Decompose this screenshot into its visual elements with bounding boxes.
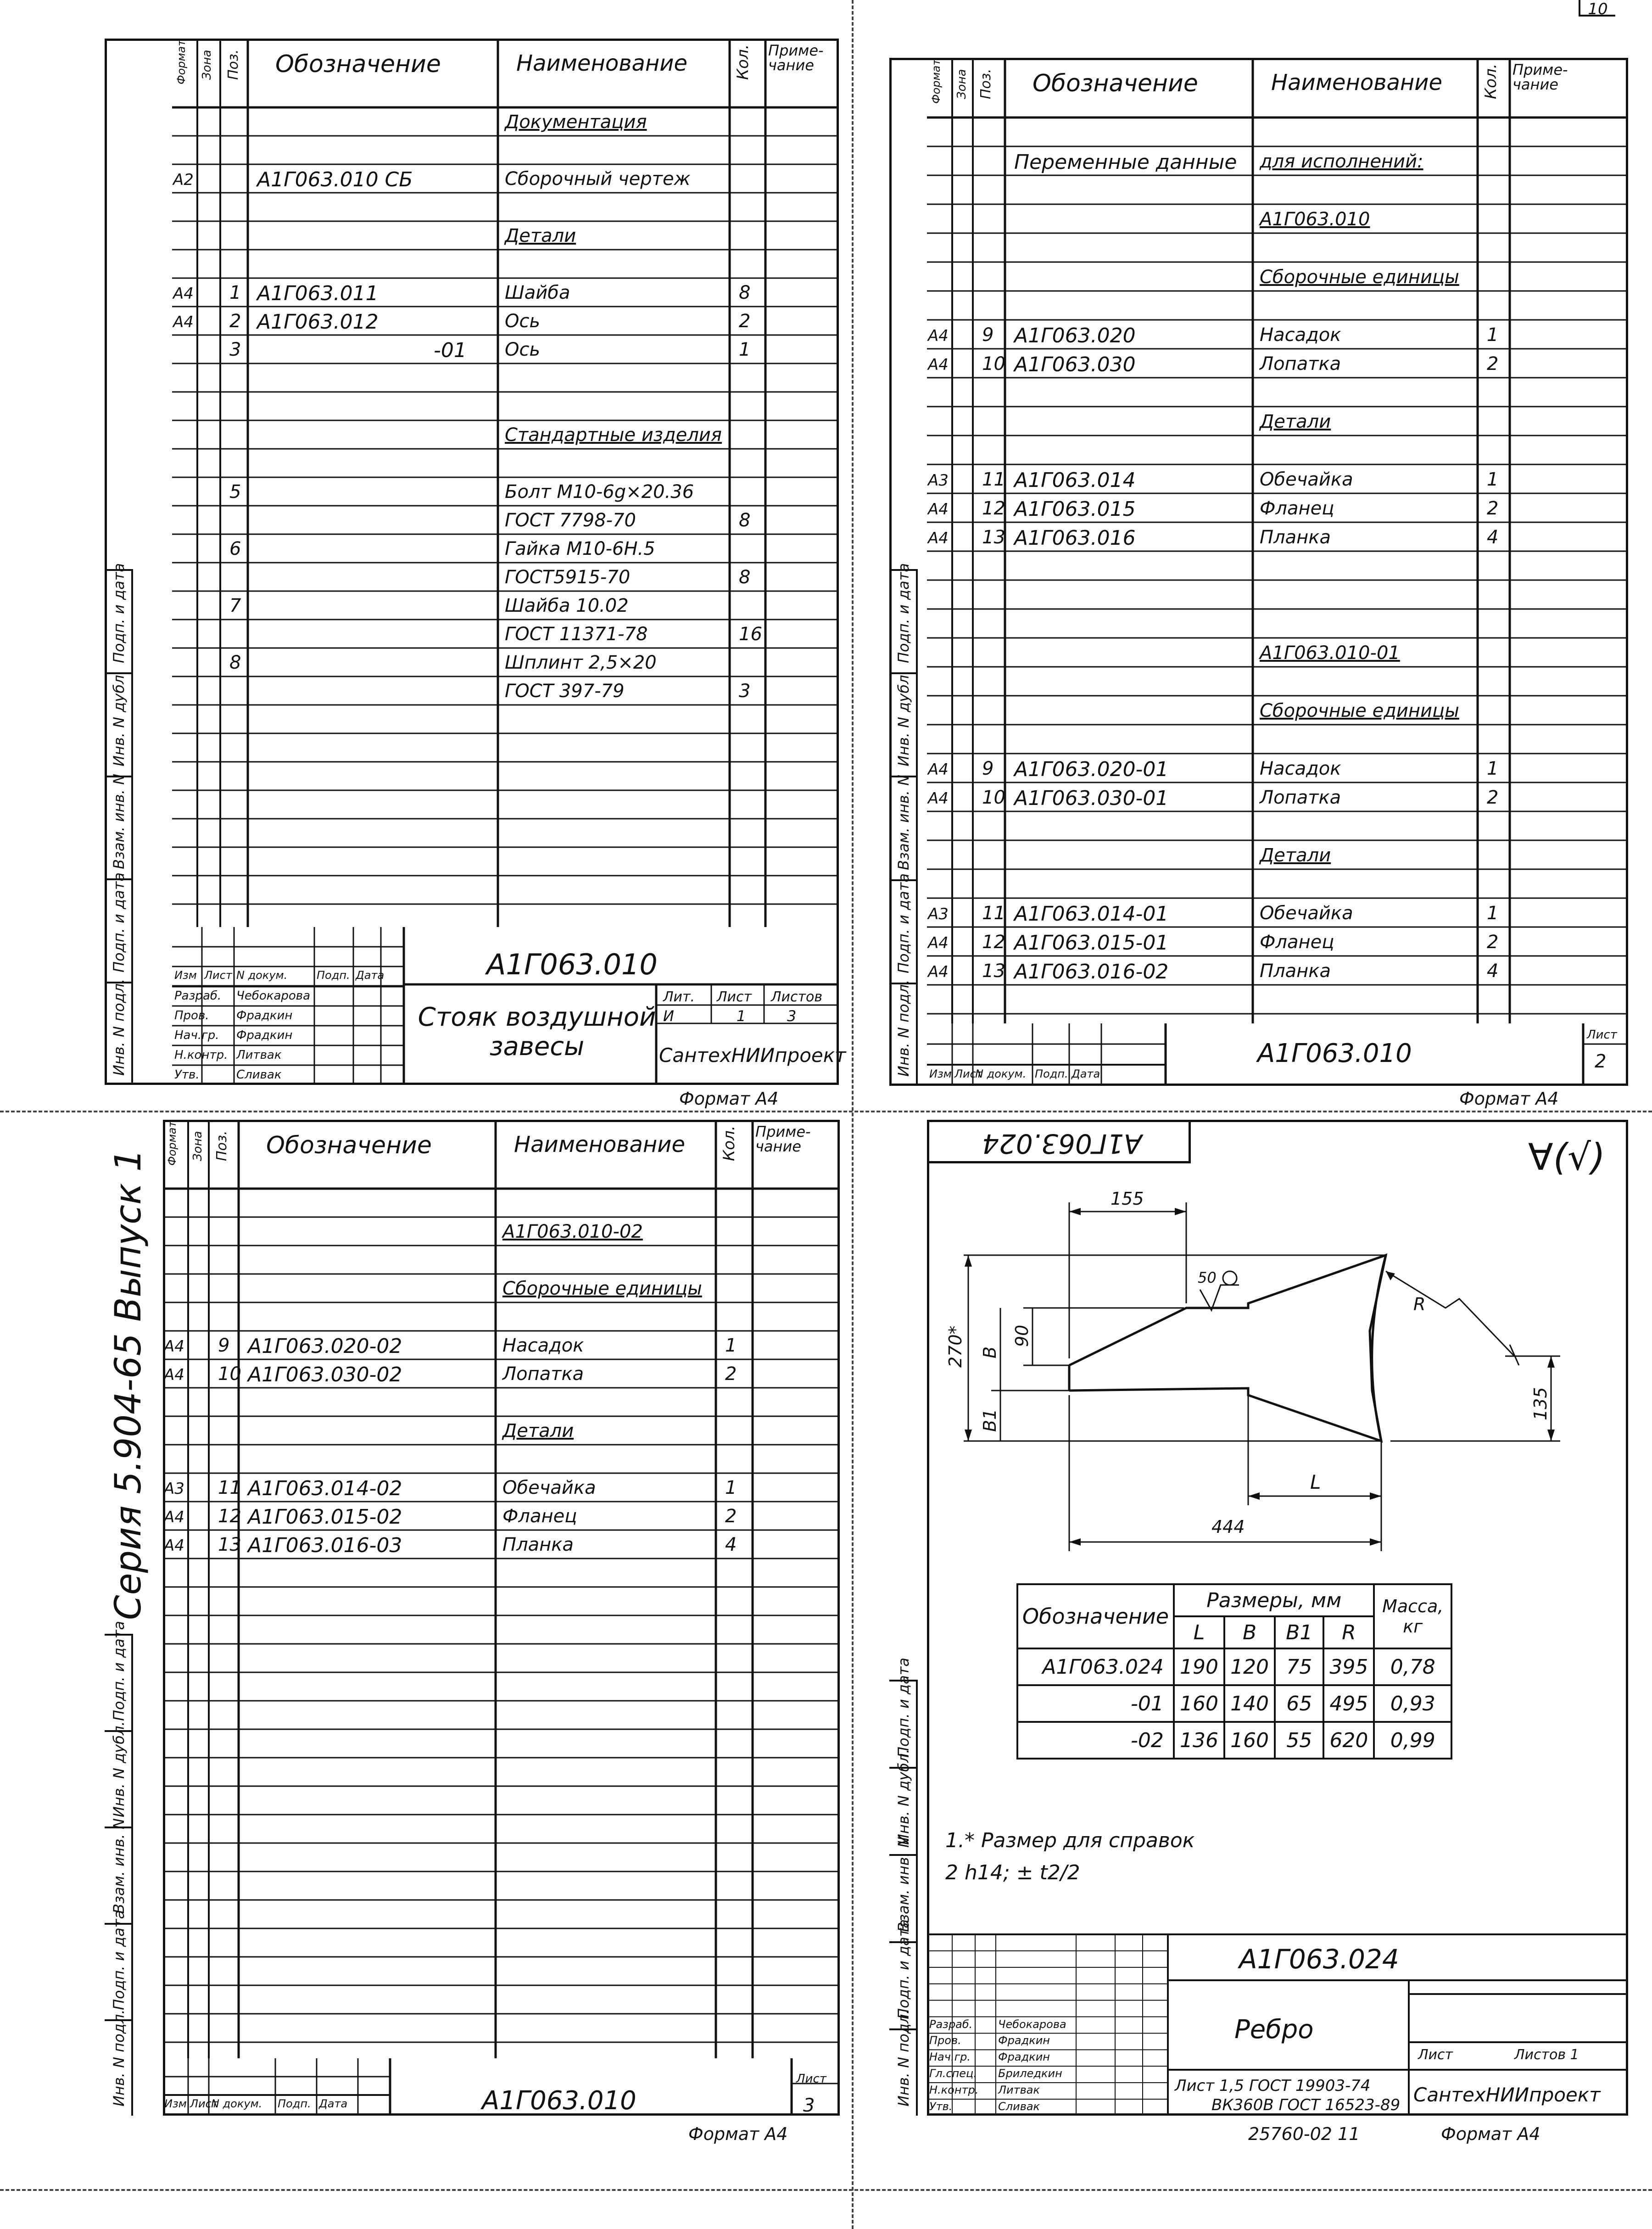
side-strip-divider bbox=[889, 672, 918, 674]
header-qty: Кол. bbox=[720, 1125, 738, 1161]
row-name: Лопатка bbox=[502, 1363, 584, 1385]
page-number: 10 bbox=[1579, 0, 1615, 17]
stamp-person: Литвак bbox=[236, 1048, 282, 1062]
header-note: Приме- чание bbox=[1512, 61, 1568, 93]
row-position: 13 bbox=[218, 1534, 241, 1555]
row-name: А1Г063.010 bbox=[1260, 209, 1370, 230]
dim-90-label: 90 bbox=[1012, 1324, 1032, 1347]
side-strip-label: Подп. и дата bbox=[110, 872, 128, 973]
row-name: Лопатка bbox=[1260, 353, 1341, 374]
stamp-role: Нач.гр. bbox=[174, 1028, 219, 1042]
table-sub-R: R bbox=[1323, 1616, 1374, 1648]
dim-B1-label: B1 bbox=[980, 1408, 1000, 1432]
row-position: 2 bbox=[229, 311, 241, 332]
row-format: А4 bbox=[928, 356, 949, 374]
stamp-role: Нач.гр. bbox=[929, 2050, 971, 2064]
row-name: Сборочные единицы bbox=[1260, 700, 1459, 721]
row-position: 12 bbox=[982, 498, 1005, 519]
row-name: Насадок bbox=[502, 1335, 584, 1356]
sheets-value: 3 bbox=[787, 1007, 797, 1025]
row-name: Фланец bbox=[1260, 498, 1334, 519]
row-position: 3 bbox=[229, 339, 241, 360]
row-designation: А1Г063.020-01 bbox=[1014, 758, 1169, 781]
sheet-3-sheet-no: 3 bbox=[803, 2095, 815, 2116]
row-designation: А1Г063.014-02 bbox=[248, 1477, 402, 1500]
row-position: 13 bbox=[982, 961, 1005, 982]
sheet-1-format: Формат А4 bbox=[679, 1089, 779, 1109]
mirrored-code: А1Г063.024 bbox=[982, 1128, 1142, 1159]
row-qty: 16 bbox=[739, 624, 762, 645]
row-designation: А1Г063.011 bbox=[257, 282, 379, 305]
table-cell: 620 bbox=[1323, 1722, 1374, 1759]
side-strip-label: Подп. и дата bbox=[895, 1919, 912, 2019]
stamp-person: Фрадкин bbox=[998, 2034, 1050, 2047]
stamp-header-0: Изм bbox=[174, 969, 197, 982]
row-position: 11 bbox=[218, 1477, 241, 1498]
note-2: 2 h14; ± t2/2 bbox=[945, 1861, 1080, 1884]
row-qty: 1 bbox=[725, 1335, 737, 1356]
side-strip-divider bbox=[105, 982, 133, 983]
row-designation: А1Г063.010 СБ bbox=[257, 168, 413, 191]
row-name: Насадок bbox=[1260, 758, 1341, 779]
dim-135-label: 135 bbox=[1530, 1387, 1551, 1420]
sheet-4-format: Формат А4 bbox=[1441, 2124, 1540, 2144]
header-name: Наименование bbox=[516, 50, 688, 76]
sheet-value: 1 bbox=[737, 1007, 746, 1025]
lit-value: И bbox=[663, 1007, 674, 1025]
row-designation: -01 bbox=[434, 339, 467, 362]
side-strip-label: Инв. N дубл. bbox=[895, 1749, 912, 1845]
row-name: Лопатка bbox=[1260, 787, 1341, 808]
dim-50-label: 50 bbox=[1198, 1269, 1217, 1286]
row-name: Шайба 10.02 bbox=[505, 595, 629, 616]
row-qty: 4 bbox=[1487, 961, 1499, 982]
row-designation: А1Г063.015-01 bbox=[1014, 931, 1169, 955]
header-designation: Обозначение bbox=[275, 50, 441, 78]
table-cell: 0,93 bbox=[1374, 1685, 1451, 1722]
row-designation: А1Г063.020 bbox=[1014, 324, 1136, 347]
row-name: Ось bbox=[505, 339, 541, 360]
header-zone: Зона bbox=[200, 50, 214, 80]
stamp-person: Сливак bbox=[236, 1068, 282, 1082]
stamp-person: Чебокарова bbox=[998, 2017, 1066, 2031]
stamp-header-0: Изм bbox=[929, 1067, 952, 1080]
dim-B-label: B bbox=[980, 1346, 1000, 1358]
stamp-header-4: Дата bbox=[356, 969, 385, 982]
side-strip-divider bbox=[105, 672, 133, 674]
row-name: Детали bbox=[505, 225, 576, 246]
side-strip-label: Инв. N подл. bbox=[110, 2009, 128, 2106]
row-name: Обечайка bbox=[502, 1477, 596, 1498]
header-name: Наименование bbox=[514, 1132, 686, 1157]
stamp-role: Утв. bbox=[929, 2100, 953, 2113]
row-name: Шплинт 2,5×20 bbox=[505, 652, 657, 673]
side-strip-label: Взам. инв. N bbox=[110, 1818, 128, 1914]
header-zone: Зона bbox=[955, 69, 969, 99]
side-strip-label: Подп. и дата bbox=[110, 1621, 128, 1721]
side-strip-divider bbox=[889, 879, 918, 881]
row-qty: 1 bbox=[739, 339, 751, 360]
table-cell: 136 bbox=[1174, 1722, 1224, 1759]
row-qty: 2 bbox=[725, 1363, 737, 1385]
note-1: 1.* Размер для справок bbox=[945, 1829, 1195, 1852]
lit-header: Лит. bbox=[663, 989, 695, 1005]
row-designation: А1Г063.014 bbox=[1014, 469, 1136, 492]
row-qty: 2 bbox=[1487, 932, 1499, 953]
row-format: А4 bbox=[164, 1337, 184, 1356]
stamp-role: Пров. bbox=[929, 2034, 961, 2047]
row-format: А4 bbox=[928, 500, 949, 519]
row-position: 5 bbox=[229, 481, 241, 503]
stamp-header-2: N докум. bbox=[236, 969, 288, 982]
stamp-header-0: Изм bbox=[164, 2097, 187, 2110]
sheet-4-inv: 25760-02 11 bbox=[1248, 2124, 1360, 2144]
row-format: А4 bbox=[164, 1366, 184, 1384]
row-designation: А1Г063.012 bbox=[257, 310, 379, 334]
side-strip-label: Инв. N подл. bbox=[110, 978, 128, 1076]
side-strip-label: Инв. N подл. bbox=[895, 979, 912, 1077]
row-qty: 1 bbox=[1487, 469, 1499, 490]
header-name: Наименование bbox=[1271, 70, 1443, 95]
side-strip-divider bbox=[889, 983, 918, 984]
stamp-role: Разраб. bbox=[929, 2017, 973, 2031]
side-strip-label: Инв. N дубл. bbox=[110, 670, 128, 766]
table-cell: 55 bbox=[1275, 1722, 1323, 1759]
sheet-1-code: А1Г063.010 bbox=[486, 948, 658, 981]
row-designation: А1Г063.020-02 bbox=[248, 1335, 402, 1358]
table-cell: А1Г063.024 bbox=[1017, 1648, 1174, 1685]
stamp-header-1: Лист bbox=[204, 969, 232, 982]
table-header-designation: Обозначение bbox=[1017, 1584, 1174, 1648]
side-strip-divider bbox=[889, 1941, 918, 1943]
row-position: 11 bbox=[982, 903, 1005, 924]
side-strip-divider bbox=[889, 1767, 918, 1769]
table-cell: -01 bbox=[1017, 1685, 1174, 1722]
row-position: 10 bbox=[982, 353, 1005, 374]
side-strip-divider bbox=[105, 1827, 133, 1828]
side-strip-divider bbox=[105, 1730, 133, 1732]
row-name: Фланец bbox=[502, 1506, 577, 1527]
row-name: Насадок bbox=[1260, 324, 1341, 346]
sheet-2-code: А1Г063.010 bbox=[1257, 1039, 1412, 1068]
row-name: Документация bbox=[505, 112, 647, 133]
row-qty: 8 bbox=[739, 567, 751, 588]
side-strip-divider bbox=[105, 1923, 133, 1925]
row-qty: 4 bbox=[725, 1534, 737, 1555]
side-strip-divider bbox=[105, 2019, 133, 2021]
stamp-role: Утв. bbox=[174, 1068, 200, 1082]
row-format: А4 bbox=[928, 934, 949, 952]
row-qty: 8 bbox=[739, 510, 751, 531]
stamp-person: Бриледкин bbox=[998, 2067, 1062, 2080]
header-note: Приме- чание bbox=[755, 1123, 811, 1155]
row-designation: А1Г063.015-02 bbox=[248, 1505, 402, 1529]
header-designation: Обозначение bbox=[1032, 70, 1198, 97]
side-strip-label: Подп. и дата bbox=[895, 873, 912, 973]
dim-270-label: 270* bbox=[945, 1325, 966, 1368]
sheet-2-format: Формат А4 bbox=[1459, 1089, 1559, 1109]
row-format: А4 bbox=[928, 760, 949, 779]
row-designation: А1Г063.015 bbox=[1014, 497, 1136, 521]
side-strip-label: Инв. N подл. bbox=[895, 2009, 912, 2106]
row-format: А4 bbox=[164, 1536, 184, 1555]
sheet-3-sheet-label: Лист bbox=[796, 2072, 826, 2086]
table-cell: 160 bbox=[1174, 1685, 1224, 1722]
header-format: Формат bbox=[166, 1121, 179, 1166]
side-strip-label: Взам. инв. N bbox=[895, 1837, 912, 1932]
side-strip-divider bbox=[889, 2028, 918, 2030]
row-position: 8 bbox=[229, 652, 241, 673]
sheets-header: Листов bbox=[771, 989, 823, 1005]
table-cell: 190 bbox=[1174, 1648, 1224, 1685]
row-name: Обечайка bbox=[1260, 903, 1353, 924]
stamp-person: Литвак bbox=[998, 2084, 1040, 2097]
sheet-header: Лист bbox=[717, 989, 752, 1005]
stamp-header-3: Подп. bbox=[278, 2097, 311, 2110]
row-designation: А1Г063.016 bbox=[1014, 526, 1136, 550]
stamp-role: Гл.спец. bbox=[929, 2067, 977, 2080]
header-qty: Кол. bbox=[1482, 63, 1500, 99]
row-designation: А1Г063.016-02 bbox=[1014, 960, 1169, 983]
table-cell: 75 bbox=[1275, 1648, 1323, 1685]
sheet-4-sheets-label: Листов 1 bbox=[1514, 2047, 1579, 2063]
table-cell: 160 bbox=[1224, 1722, 1275, 1759]
row-position: 9 bbox=[218, 1335, 230, 1356]
table-cell: 140 bbox=[1224, 1685, 1275, 1722]
row-name: Планка bbox=[502, 1534, 574, 1555]
sheet-4-material-2: ВК360В ГОСТ 16523-89 bbox=[1211, 2096, 1401, 2114]
stamp-role: Н.контр. bbox=[174, 1048, 228, 1062]
table-cell: 0,78 bbox=[1374, 1648, 1451, 1685]
row-name: Стандартные изделия bbox=[505, 425, 722, 446]
row-name: ГОСТ 397-79 bbox=[505, 681, 625, 702]
table-cell: 0,99 bbox=[1374, 1722, 1451, 1759]
row-format: А3 bbox=[164, 1480, 184, 1498]
row-qty: 1 bbox=[1487, 903, 1499, 924]
header-note: Приме- чание bbox=[768, 42, 824, 74]
table-cell: -02 bbox=[1017, 1722, 1174, 1759]
row-name: Детали bbox=[502, 1420, 574, 1441]
row-format: А2 bbox=[173, 171, 194, 189]
header-designation: Обозначение bbox=[266, 1132, 432, 1159]
header-pos: Поз. bbox=[225, 49, 241, 80]
row-name: Гайка М10-6Н.5 bbox=[505, 538, 655, 559]
table-sub-B: B bbox=[1224, 1616, 1275, 1648]
stamp-header-2: N докум. bbox=[211, 2097, 262, 2110]
roughness-mark: ∀(√) bbox=[1528, 1136, 1606, 1179]
row-position: 12 bbox=[982, 932, 1005, 953]
row-qty: 3 bbox=[739, 681, 751, 702]
row-designation: Переменные данные bbox=[1014, 151, 1237, 174]
dim-155-label: 155 bbox=[1111, 1189, 1144, 1209]
side-strip-divider bbox=[105, 776, 133, 777]
row-position: 13 bbox=[982, 527, 1005, 548]
row-name: Детали bbox=[1260, 411, 1331, 432]
side-strip-divider bbox=[105, 878, 133, 880]
row-qty: 1 bbox=[1487, 324, 1499, 346]
sheet-2-sheet-label: Лист bbox=[1587, 1028, 1617, 1042]
sheet-4-code: А1Г063.024 bbox=[1239, 1944, 1399, 1975]
row-name: Планка bbox=[1260, 527, 1331, 548]
row-name: для исполнений: bbox=[1260, 151, 1423, 172]
stamp-person: Фрадкин bbox=[998, 2050, 1050, 2064]
dim-L-label: L bbox=[1310, 1471, 1321, 1493]
row-name: ГОСТ5915-70 bbox=[505, 567, 631, 588]
stamp-header-4: Дата bbox=[319, 2097, 348, 2110]
header-zone: Зона bbox=[191, 1131, 205, 1161]
table-cell: 120 bbox=[1224, 1648, 1275, 1685]
row-position: 6 bbox=[229, 538, 241, 559]
sheet-3-format: Формат А4 bbox=[688, 2124, 788, 2144]
side-strip-label: Подп. и дата bbox=[110, 563, 128, 663]
row-designation: А1Г063.030-01 bbox=[1014, 787, 1169, 810]
row-position: 10 bbox=[218, 1363, 241, 1385]
series-label: Серия 5.904-65 Выпуск 1 bbox=[108, 1149, 149, 1620]
organization: СантехНИИпроект bbox=[659, 1044, 846, 1067]
row-format: А4 bbox=[173, 285, 194, 303]
row-name: Сборочные единицы bbox=[1260, 267, 1459, 288]
table-cell: 65 bbox=[1275, 1685, 1323, 1722]
row-designation: А1Г063.016-03 bbox=[248, 1534, 402, 1557]
dim-R-label: R bbox=[1413, 1294, 1426, 1314]
row-designation: А1Г063.014-01 bbox=[1014, 902, 1169, 926]
side-strip-label: Подп. и дата bbox=[895, 1658, 912, 1758]
stamp-header-2: N докум. bbox=[975, 1067, 1027, 1080]
side-strip-divider bbox=[889, 776, 918, 777]
side-strip-label: Инв. N дубл. bbox=[110, 1721, 128, 1817]
row-qty: 1 bbox=[1487, 758, 1499, 779]
stamp-person: Чебокарова bbox=[236, 989, 311, 1003]
row-name: Ось bbox=[505, 311, 541, 332]
table-cell: 395 bbox=[1323, 1648, 1374, 1685]
row-name: Обечайка bbox=[1260, 469, 1353, 490]
row-name: Болт М10-6g×20.36 bbox=[505, 481, 694, 503]
header-qty: Кол. bbox=[734, 44, 752, 80]
row-name: Планка bbox=[1260, 961, 1331, 982]
row-format: А3 bbox=[928, 471, 949, 490]
row-position: 10 bbox=[982, 787, 1005, 808]
stamp-person: Фрадкин bbox=[236, 1009, 293, 1022]
row-format: А3 bbox=[928, 905, 949, 923]
header-pos: Поз. bbox=[978, 68, 994, 99]
row-name: А1Г063.010-02 bbox=[502, 1221, 643, 1242]
stamp-header-1: Лист bbox=[954, 1067, 982, 1080]
row-qty: 2 bbox=[1487, 353, 1499, 374]
row-qty: 1 bbox=[725, 1477, 737, 1498]
row-qty: 2 bbox=[739, 311, 751, 332]
header-pos: Поз. bbox=[214, 1130, 230, 1161]
header-format: Формат bbox=[175, 39, 188, 84]
stamp-header-3: Подп. bbox=[1035, 1067, 1068, 1080]
side-strip-label: Взам. инв. N bbox=[895, 774, 912, 870]
row-qty: 2 bbox=[1487, 498, 1499, 519]
row-position: 12 bbox=[218, 1506, 241, 1527]
side-strip-label: Взам. инв. N bbox=[110, 774, 128, 870]
stamp-header-4: Дата bbox=[1072, 1067, 1100, 1080]
sheet-4-material: Лист 1,5 ГОСТ 19903-74 bbox=[1175, 2077, 1371, 2095]
sheet-4-title: Ребро bbox=[1234, 2015, 1314, 2045]
row-designation: А1Г063.030 bbox=[1014, 353, 1136, 376]
row-qty: 2 bbox=[1487, 787, 1499, 808]
sheet-4-org: СантехНИИпроект bbox=[1413, 2084, 1601, 2106]
stamp-role: Разраб. bbox=[174, 989, 222, 1003]
row-position: 9 bbox=[982, 758, 994, 779]
row-name: ГОСТ 7798-70 bbox=[505, 510, 636, 531]
sheet-2-sheet-no: 2 bbox=[1595, 1051, 1607, 1072]
side-strip-label: Подп. и дата bbox=[110, 1910, 128, 2010]
row-name: Шайба bbox=[505, 282, 570, 303]
row-format: А4 bbox=[928, 963, 949, 981]
sheet-4-sheet-label: Лист bbox=[1418, 2047, 1453, 2063]
row-name: А1Г063.010-01 bbox=[1260, 642, 1400, 664]
table-sub-B1: B1 bbox=[1275, 1616, 1323, 1648]
sheet-1-title: Стояк воздушной завесы bbox=[418, 1002, 656, 1062]
row-format: А4 bbox=[173, 313, 194, 331]
stamp-role: Н.контр. bbox=[929, 2084, 979, 2097]
side-strip-label: Инв. N дубл. bbox=[895, 670, 912, 767]
table-header-mass: Масса, кг bbox=[1374, 1584, 1451, 1648]
row-position: 9 bbox=[982, 324, 994, 346]
row-qty: 8 bbox=[739, 282, 751, 303]
row-name: Фланец bbox=[1260, 932, 1334, 953]
row-designation: А1Г063.030-02 bbox=[248, 1363, 402, 1386]
row-name: ГОСТ 11371-78 bbox=[505, 624, 648, 645]
row-name: Сборочные единицы bbox=[502, 1278, 702, 1299]
dim-444-label: 444 bbox=[1211, 1517, 1245, 1537]
side-strip-label: Подп. и дата bbox=[895, 563, 912, 664]
row-qty: 4 bbox=[1487, 527, 1499, 548]
row-format: А4 bbox=[928, 327, 949, 345]
header-format: Формат bbox=[930, 59, 943, 104]
row-qty: 2 bbox=[725, 1506, 737, 1527]
table-header-sizes: Размеры, мм bbox=[1174, 1584, 1374, 1616]
stamp-header-3: Подп. bbox=[317, 969, 350, 982]
stamp-person: Сливак bbox=[998, 2100, 1040, 2113]
side-strip-divider bbox=[889, 1854, 918, 1856]
sheet-3-code: А1Г063.010 bbox=[482, 2086, 636, 2116]
row-position: 1 bbox=[229, 282, 241, 303]
row-format: А4 bbox=[928, 529, 949, 547]
row-position: 7 bbox=[229, 595, 241, 616]
row-name: Сборочный чертеж bbox=[505, 168, 691, 190]
row-format: А4 bbox=[164, 1508, 184, 1526]
table-sub-L: L bbox=[1174, 1616, 1224, 1648]
table-cell: 495 bbox=[1323, 1685, 1374, 1722]
row-format: А4 bbox=[928, 789, 949, 808]
row-position: 11 bbox=[982, 469, 1005, 490]
stamp-role: Пров. bbox=[174, 1009, 209, 1022]
stamp-header-1: Лист bbox=[190, 2097, 218, 2110]
stamp-person: Фрадкин bbox=[236, 1028, 293, 1042]
row-name: Детали bbox=[1260, 845, 1331, 866]
